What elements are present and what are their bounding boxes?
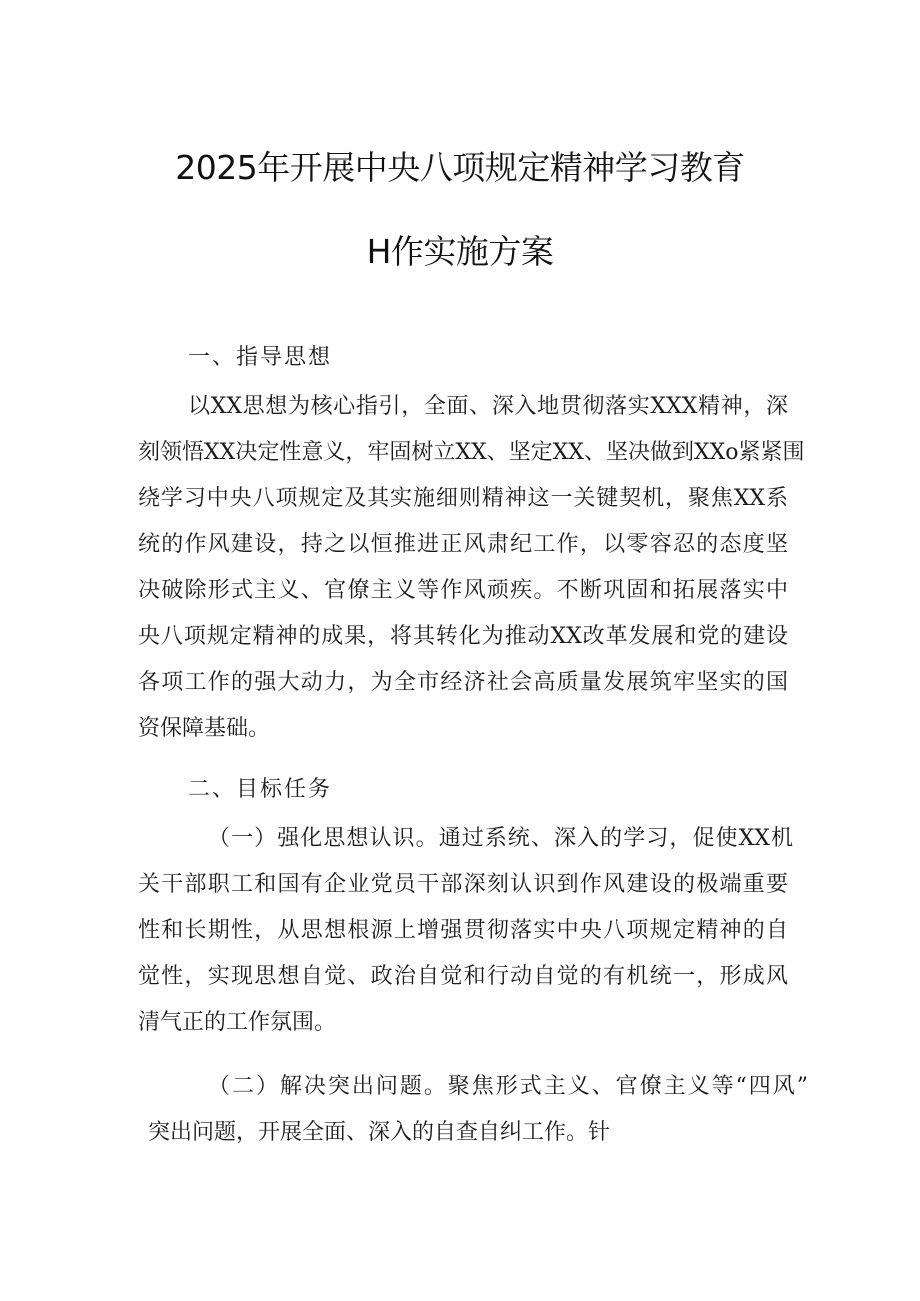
paragraph-line: 绕学习中央八项规定及其实施细则精神这一关键契机，聚焦XX系 bbox=[138, 486, 788, 511]
paragraph-line: 觉性，实现思想自觉、政治自觉和行动自觉的有机统一，形成风 bbox=[138, 964, 788, 989]
paragraph-line: 刻领悟XX决定性意义，牢固树立XX、坚定XX、坚决做到XXo紧紧围 bbox=[138, 440, 805, 465]
section-heading-goals-tasks: 二、目标任务 bbox=[188, 777, 333, 802]
paragraph-line: 统的作风建设，持之以恒推进正风肃纪工作，以零容忍的态度坚 bbox=[138, 532, 788, 557]
document-title-line-1: 2025年开展中央八项规定精神学习教育 bbox=[175, 148, 745, 187]
paragraph-line: 性和长期性，从思想根源上增强贯彻落实中央八项规定精神的自 bbox=[138, 918, 788, 943]
paragraph-line: 央八项规定精神的成果，将其转化为推动XX改革发展和党的建设 bbox=[138, 624, 788, 649]
paragraph-line: 清气正的工作氛围。 bbox=[138, 1010, 337, 1035]
paragraph-line: 关干部职工和国有企业党员干部深刻认识到作风建设的极端重要 bbox=[138, 872, 788, 897]
paragraph-line: 资保障基础。 bbox=[138, 716, 271, 741]
paragraph-line: 突出问题，开展全面、深入的自查自纠工作。针 bbox=[148, 1120, 611, 1145]
document-title-line-2: H作实施方案 bbox=[366, 232, 554, 271]
paragraph-line: （二）解决突出问题。聚焦形式主义、官僚主义等“四风” bbox=[208, 1074, 808, 1099]
paragraph-line: 决破除形式主义、官僚主义等作风顽疾。不断巩固和拓展落实中 bbox=[138, 578, 788, 603]
paragraph-line: 各项工作的强大动力，为全市经济社会高质量发展筑牢坚实的国 bbox=[138, 670, 788, 695]
paragraph-line: （一）强化思想认识。通过系统、深入的学习，促使XX机 bbox=[208, 826, 793, 851]
paragraph-line: 以XX思想为核心指引，全面、深入地贯彻落实XXX精神，深 bbox=[188, 394, 788, 419]
section-heading-guiding-ideology: 一、指导思想 bbox=[188, 345, 333, 370]
